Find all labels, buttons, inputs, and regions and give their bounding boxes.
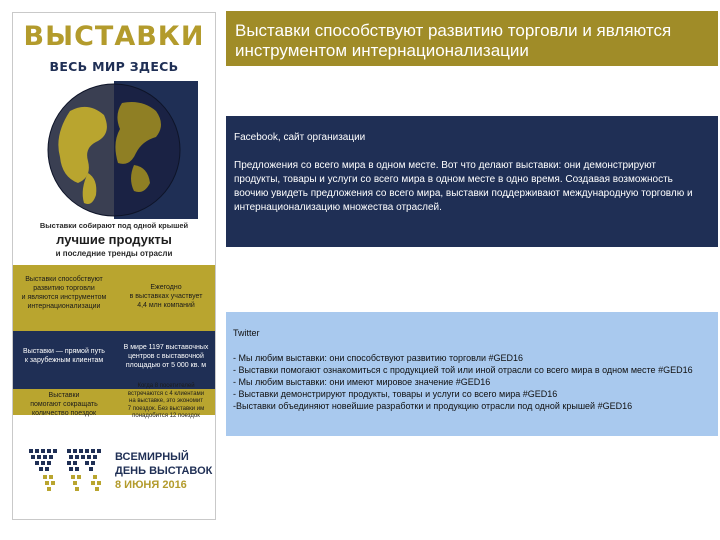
tile-line: площадью от 5 000 кв. м — [125, 362, 207, 369]
poster-tagline-bottom: и последние тренды отрасли — [55, 249, 173, 258]
tile-line: Когда 8 посетителей — [137, 383, 195, 389]
twitter-panel — [226, 312, 718, 436]
tile-line: Выставки — прямой путь — [23, 348, 105, 355]
poster-tile-savings — [117, 383, 215, 421]
globe-illustration — [30, 81, 198, 219]
poster-title: ВЫСТАВКИ — [23, 21, 205, 52]
world-day-line2: ДЕНЬ ВЫСТАВОК — [115, 465, 213, 477]
tile-line: в выставках участвует — [129, 293, 203, 300]
tile-line: Ежегодно — [150, 284, 182, 291]
twitter-body — [233, 352, 715, 412]
world-day-line1: ВСЕМИРНЫЙ — [115, 451, 189, 463]
tile-line: интернационализации — [27, 303, 101, 310]
tile-line: развитию торговли — [33, 285, 95, 292]
tile-line: к зарубежным клиентам — [24, 357, 104, 364]
tile-line: центров с выставочной — [128, 353, 204, 360]
tweet-line: - Выставки демонстрируют продукты, товары и услуги со всего мира #GED16 — [233, 389, 558, 399]
tile-line: на выставке, это экономит — [129, 398, 203, 404]
poster-tile-centers — [117, 343, 215, 370]
poster-tagline-big: лучшие продукты — [56, 232, 172, 247]
slide-title: Выставки способствуют развитию торговли и являются инструментом интернационализации — [235, 21, 672, 60]
tile-line: 7 поездок. Без выставки им понадобится 12 поездок — [127, 405, 205, 419]
tile-line: количество поездок — [31, 410, 97, 417]
tweet-line: - Мы любим выставки: они имеют мировое значение #GED16 — [233, 377, 491, 387]
tile-line: Выставки способствуют — [25, 276, 103, 283]
tweet-line: - Мы любим выставки: они способствуют развитию торговли #GED16 — [233, 353, 524, 363]
slide-title-box — [226, 11, 718, 66]
facebook-body: Предложения со всего мира в одном месте. Вот что делают выставки: они демонстрируют продукты, товары и услуги со всего мира в одном месте в одно время. Создавая возможность воочию увидеть предложения со всего мира, выставки поддерживают международную торговлю и интернационализацию множества отраслей. — [234, 160, 693, 213]
poster-tagline-top: Выставки собирают под одной крышей — [39, 221, 189, 230]
poster-subtitle: ВЕСЬ МИР ЗДЕСЬ — [49, 59, 179, 74]
infographic-poster — [12, 12, 216, 520]
poster-tile-clients — [15, 347, 113, 365]
tile-line: помогают сокращать — [30, 401, 98, 408]
dotted-map-icon — [27, 441, 107, 503]
world-day-date: 8 ИЮНЯ 2016 — [115, 479, 187, 491]
facebook-heading: Facebook, сайт организации — [234, 132, 366, 143]
facebook-panel — [226, 116, 718, 247]
tile-line: В мире 1197 выставочных — [123, 344, 209, 351]
tile-line: 4,4 млн компаний — [137, 302, 195, 309]
twitter-heading: Twitter — [233, 328, 260, 338]
tile-line: и являются инструментом — [21, 294, 107, 301]
tweet-line: - Выставки помогают ознакомиться с продукцией той или иной отрасли со всего мира в одном месте #GED16 — [233, 365, 693, 375]
tweet-line: -Выставки объединяют новейшие разработки и продукцию отрасли под одной крышей #GED16 — [233, 401, 633, 411]
poster-tile-trade — [15, 275, 113, 311]
poster-tile-trips — [15, 391, 113, 418]
poster-tile-companies — [117, 283, 215, 310]
tile-line: встречаются с 4 клиентами — [127, 390, 205, 397]
tile-line: Выставки — [48, 392, 80, 399]
